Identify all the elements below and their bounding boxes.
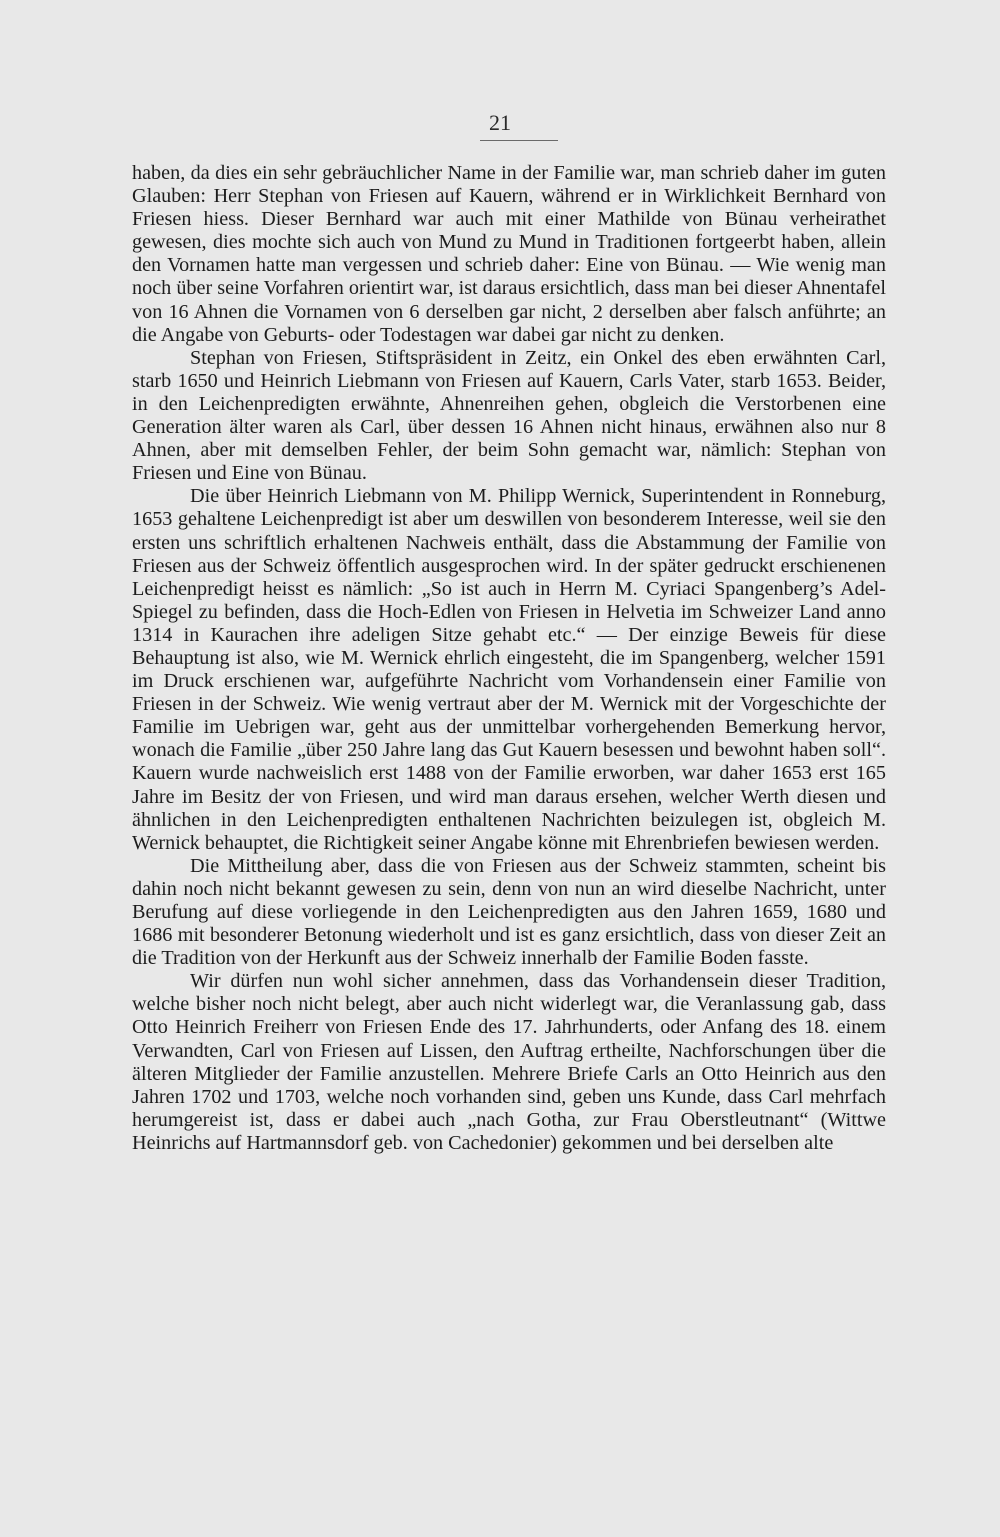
paragraph: Die über Heinrich Liebmann von M. Philipp Wernick, Superintendent in Ronneburg, 1653 gehaltene Leichenpredigt ist aber um deswillen von besonderem Interesse, weil sie den ersten uns schriftlich erhaltenen Nachweis enthält, dass die Abstammung der Familie von Friesen aus der Schweiz öffentlich ausgesprochen wird. In der später gedruckt erschienenen Leichenpredigt heisst es nämlich: „So ist auch in Herrn M. Cyriaci Spangenberg’s Adel-Spiegel zu befinden, dass die Hoch-Edlen von Friesen in Helvetia im Schweizer Land anno 1314 in Kaurachen ihre adeligen Sitze gehabt etc.“ — Der einzige Beweis für diese Behauptung ist also, wie M. Wernick ehrlich eingesteht, die im Spangenberg, welcher 1591 im Druck erschienen war, aufgeführte Nachricht vom Vorhandensein einer Familie von Friesen in der Schweiz. Wie wenig vertraut aber der M. Wernick mit der Vorgeschichte der Familie im Uebrigen war, geht aus der unmittelbar vorhergehenden Bemerkung hervor, wonach die Familie „über 250 Jahre lang das Gut Kauern besessen und bewohnt haben soll“. Kauern wurde nachweislich erst 1488 von der Familie erworben, war daher 1653 erst 165 Jahre im Besitz der von Friesen, und wird man daraus ersehen, welcher Werth diesen und ähnlichen in den Leichenpredigten enthaltenen Nachrichten beizulegen ist, obgleich M. Wernick behauptet, die Richtigkeit seiner Angabe könne mit Ehrenbriefen bewiesen werden.: [132, 485, 886, 854]
paragraph: Die Mittheilung aber, dass die von Friesen aus der Schweiz stammten, scheint bis dahin noch nicht bekannt gewesen zu sein, denn von nun an wird dieselbe Nachricht, unter Berufung auf diese vorliegende in den Leichenpredigten aus den Jahren 1659, 1680 und 1686 mit besonderer Betonung wiederholt und ist es ganz ersichtlich, dass von dieser Zeit an die Tradition von der Herkunft aus der Schweiz innerhalb der Familie Boden fasste.: [132, 854, 886, 970]
paragraph: Stephan von Friesen, Stiftspräsident in Zeitz, ein Onkel des eben erwähnten Carl, starb 1650 und Heinrich Liebmann von Friesen auf Kauern, Carls Vater, starb 1653. Beider, in den Leichenpredigten erwähnte, Ahnenreihen gehen, obgleich die Verstorbenen eine Generation älter waren als Carl, über dessen 16 Ahnen nicht hinaus, erwähnen also nur 8 Ahnen, aber mit demselben Fehler, der beim Sohn gemacht war, nämlich: Stephan von Friesen und Eine von Bünau.: [132, 346, 886, 485]
page-number-rule: [480, 140, 558, 141]
paragraph: Wir dürfen nun wohl sicher annehmen, dass das Vorhandensein dieser Tradition, welche bisher noch nicht belegt, aber auch nicht widerlegt war, die Veranlassung gab, dass Otto Heinrich Freiherr von Friesen Ende des 17. Jahrhunderts, oder Anfang des 18. einem Verwandten, Carl von Friesen auf Lissen, den Auftrag ertheilte, Nachforschungen über die älteren Mitglieder der Familie anzustellen. Mehrere Briefe Carls an Otto Heinrich aus den Jahren 1702 und 1703, welche noch vorhanden sind, geben uns Kunde, dass Carl mehrfach herumgereist ist, dass er dabei auch „nach Gotha, zur Frau Oberstleutnant“ (Wittwe Heinrichs auf Hartmannsdorf geb. von Cachedonier) gekommen und bei derselben alte: [132, 970, 886, 1154]
body-text: [132, 162, 886, 1155]
paragraph: haben, da dies ein sehr gebräuchlicher Name in der Familie war, man schrieb daher im guten Glauben: Herr Stephan von Friesen auf Kauern, während er in Wirklichkeit Bernhard von Friesen hiess. Dieser Bernhard war auch mit einer Mathilde von Bünau verheirathet gewesen, dies mochte sich auch von Mund zu Mund in Traditionen fortgeerbt haben, allein den Vornamen hatte man vergessen und schrieb daher: Eine von Bünau. — Wie wenig man noch über seine Vorfahren orientirt war, ist daraus ersichtlich, dass man bei dieser Ahnentafel von 16 Ahnen die Vornamen von 6 derselben gar nicht, 2 derselben aber falsch anführte; an die Angabe von Geburts- oder Todestagen war dabei gar nicht zu denken.: [132, 162, 886, 346]
page-number: 21: [489, 110, 511, 135]
